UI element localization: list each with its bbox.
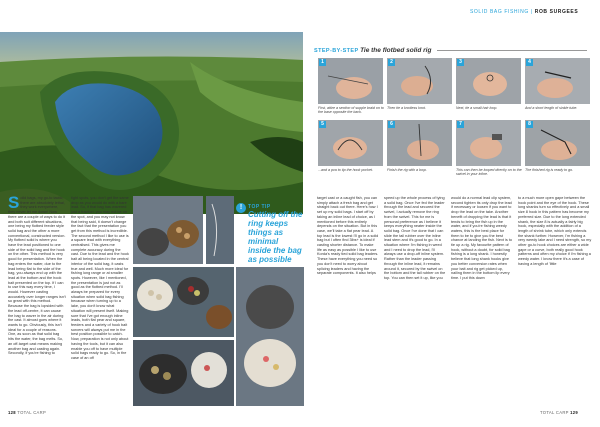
step-number: 4 <box>526 59 533 66</box>
step-number: 7 <box>457 121 464 128</box>
article-column-5 <box>451 196 513 408</box>
footer-left <box>8 410 46 415</box>
tip-text: Cutting off the ring keeps things as minimal inside the bag as possible <box>248 210 303 264</box>
step-caption-8: The finished rig is ready to go. <box>525 168 574 172</box>
article-column-1 <box>8 196 66 408</box>
article-column-3 <box>317 196 379 408</box>
step-caption-6: Finish the rig with a loop. <box>387 168 427 172</box>
step-number: 5 <box>319 121 326 128</box>
column-text: would do a normal lead clip system, second tighten its only drop the lead if necessary or loosen if you want to drop the lead on the take. Another benefit of dropping the lead is that it tends to bring the fish up in the water, and if you're fishing weedy waters, this is the best place for them to be to give you the best chance at landing the fish. Next is to tie up a rig. My favourite pattern of hook, without a doubt, for solid bag fishing is a long shank. I honestly believe that long shank hooks give you better conversion rates when your bait and rig get picked up, nailing them in the bottom lip every time. I put this down <box>451 196 512 280</box>
step-number: 3 <box>457 59 464 66</box>
photo-bait-tubs <box>133 196 203 264</box>
aerial-lake-photo <box>0 32 303 214</box>
step-photo-7 <box>456 120 521 166</box>
top-tip-box <box>248 204 303 264</box>
step-kicker: STEP-BY-STEP <box>314 48 359 54</box>
photo-rig-board <box>206 196 234 264</box>
step-caption-3: Next, tie a small hair loop. <box>456 106 498 110</box>
step-caption-7: This can then be looped directly on to the swivel in your inline. <box>456 168 522 177</box>
step-caption-1: First, attire a section of supple braid on to the base opposite the back. <box>318 106 384 115</box>
section-label: SOLID BAG FISHING <box>470 9 529 15</box>
page-number-right: 129 <box>570 410 579 415</box>
step-by-step-title <box>314 47 584 55</box>
step-number: 2 <box>388 59 395 66</box>
column-text: speed up the whole process of tying a solid bag. Once I've fed the leader through the lead and secured the swivel, I actually remove the ring from the swivel. This for me is personal preference as I believe it keeps everything neater inside the solid bag. Once I've done that I can slide the tail rubber over the inline lead stem and it's good to go. In a situation where I'm fishing in weed and I need to drop the lead, I'll always use a drop-off inline system. Rather than the leader passing through the inline lead, it remains around it, secured by the swivel on the bottom and the tail rubber on the top. You can then set it up, like you <box>384 196 446 280</box>
photo-boilie-pots <box>133 267 234 337</box>
column-text: tight spots, you don't get the same drop as you would do with a bare lead. So, if that bag has wavered just a fraction, you may not be on the spot, and you may not know that being said, it doesn't change the fact that the presentation you get from this method is incredible. The second method I like to use is a square lead with everything centralised. This gives me complete accuracy during the cast. Due to the lead and the hook bait all being located in the central interior of the solid bag, it casts true and well. Much more ideal for fishing long range or at smaller spots. However, like I mentioned, the presentation is just not as good as the flotbed method. I'll always be prepared for every situation when solid bag fishing because when turning up to a lake, you don't know what situation will present itself. Making sure that I've got enough inline leads, both flat pear and square, feeders and a variety of hook bait sorcers will always put me in the best position possible to catch. Now, preparation is not only about having the tools, but it can also enable you off to have multiple solid bags ready to go. So, in the case of an off <box>71 196 129 360</box>
step-number: 8 <box>526 121 533 128</box>
author-label: ROB SURGEES <box>534 9 579 15</box>
step-photo-3 <box>456 58 521 104</box>
step-photo-4 <box>525 58 590 104</box>
tip-icon: ! <box>236 203 246 213</box>
step-photo-6 <box>387 120 452 166</box>
column-text: to a much more open gape between the hook point and the eye of the hook. These long shanks turn so effectively and a small size 8 hook in this pattern has become my preferred size. Due to the long extended shank, the size 8 is actually a fairly big hook, especially with the addition of a length of shrink tube, which only extends the shank further. However, I'm fishing a very weedy lake and I need strength, so my other go-to hook choices are either a wide gape or a curve, both really good hook patterns and often my choice if I'm fishing a weedy water. I know there it's a case of having a length of 'little <box>518 196 592 266</box>
article-column-4 <box>384 196 446 408</box>
step-number: 6 <box>388 121 395 128</box>
photo-bait-trays <box>133 340 234 406</box>
step-photo-8 <box>525 120 590 166</box>
step-caption-4: And a short length of sinkle tube. <box>525 106 578 110</box>
step-photo-5 <box>318 120 383 166</box>
magazine-title-right: TOTAL CARP <box>540 410 569 415</box>
footer-right <box>540 410 578 415</box>
column-text: target cast or a caught fish, you can simply attach a fresh bag and get straight back out there. Here's how I set up my solid bags. I start off by taking an inline lead of choice, as I mentioned before this entirely depends on the situation. But in this case, we'll take a flat pear lead. A top lead is the lowest I'll go in a solid bag but I often find 3lbs+ is ideal if casting shorter distance. To make life as easy as possible I like to use Korda's ready tied solid bag leaders. These have everything you need so you don't need to worry about splicing leaders and having the separate components. It also helps <box>317 196 379 276</box>
step-photo-2 <box>387 58 452 104</box>
title-rule <box>437 50 587 51</box>
magazine-title-left: TOTAL CARP <box>17 410 47 415</box>
article-column-6 <box>518 196 592 408</box>
page-number-left: 128 <box>8 410 16 415</box>
article-column-2 <box>71 196 129 408</box>
step-caption-2: Then tie a knotless knot. <box>387 106 426 110</box>
column-text: olid bags, my go-to tactic, there are absolutely lethal, they work everywhere, they never let me down! Now there are a couple of ways to do it and both suit different situations, one being my flotbed feeder style solid bag and the other a more conventional, constructed version. My flotbed solid is where you have the lead positioned to one side of the solid bag and the hook on the other. This method is very good for presentation. When the bag enters the water, due to the lead being flat to the side of the bag, you always end up with the lead at the bottom and the hook bait presented on the top. If I can to use this way every time, I would. However casting accurately over longer ranges isn't so great with this method. Because the bag is lopsided with the lead off-centre, it can cause the bag to waver in the air during the cast. It almost goes where it wants to go. Obviously, this isn't ideal for a couple of reasons. One, as soon as that solid bag hits the water, the bag melts. So, an off-target cast means making another bag and casting again. Secondly, if you're fishing to <box>8 196 66 356</box>
header-separator: | <box>530 9 533 15</box>
drop-cap: S <box>8 196 20 212</box>
tip-label: TOP TIP <box>248 204 271 210</box>
step-photo-1 <box>318 58 383 104</box>
page-header <box>470 9 596 17</box>
step-heading: Tie the flotbed solid rig <box>360 47 432 54</box>
photo-angler-bags <box>236 267 304 406</box>
step-number: 1 <box>319 59 326 66</box>
step-caption-5: ...and a pva to tip the hook pocket. <box>318 168 373 172</box>
